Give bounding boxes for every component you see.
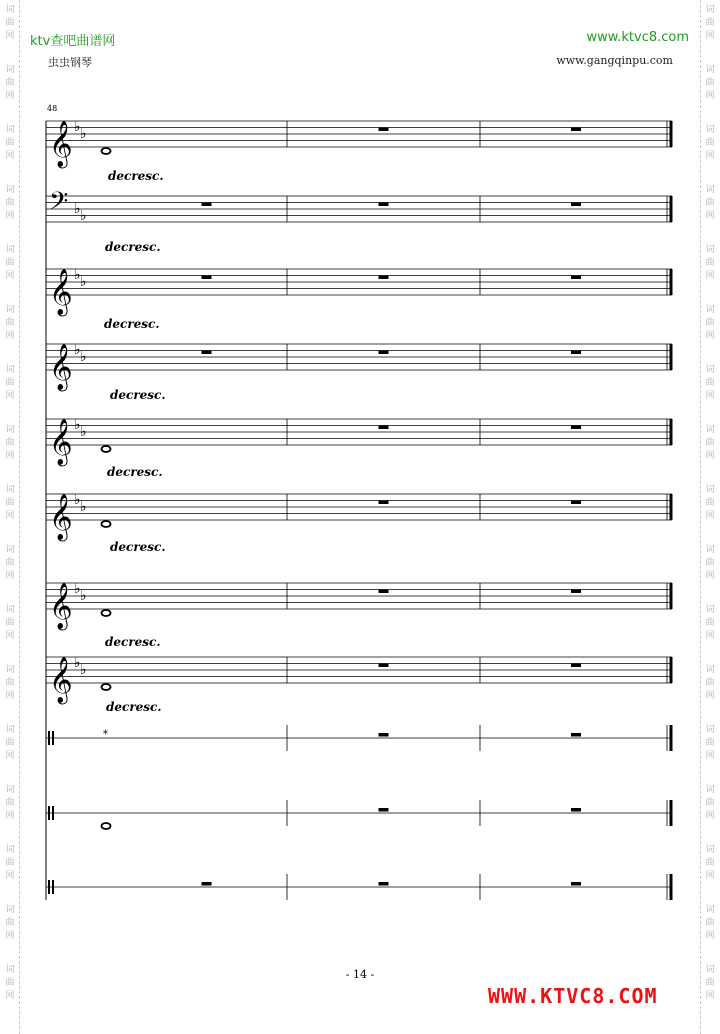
whole-rest bbox=[379, 808, 389, 812]
treble-clef: 𝄞 bbox=[49, 121, 73, 167]
watermark-glyph: 词 bbox=[5, 725, 15, 735]
watermark-glyph: 词 bbox=[705, 5, 715, 15]
treble-clef: 𝄞 bbox=[49, 494, 73, 540]
watermark-glyph: 词 bbox=[5, 665, 15, 675]
watermark-glyph: 词 bbox=[705, 785, 715, 795]
whole-rest bbox=[571, 733, 581, 737]
dynamic-decresc: decresc. bbox=[108, 169, 164, 183]
key-flat: ♭ bbox=[80, 274, 87, 290]
dynamic-decresc: decresc. bbox=[106, 700, 162, 714]
whole-rest bbox=[571, 351, 581, 355]
watermark-glyph: 曲 bbox=[5, 858, 15, 868]
key-flat: ♭ bbox=[80, 424, 87, 440]
sub-title: 虫虫钢琴 bbox=[48, 56, 92, 69]
site-url[interactable]: www.ktvc8.com bbox=[586, 30, 689, 45]
whole-note bbox=[102, 521, 111, 527]
key-flat: ♭ bbox=[80, 126, 87, 142]
percussion-mark: * bbox=[103, 729, 108, 740]
watermark-glyph: 词 bbox=[5, 65, 15, 75]
watermark-glyph: 曲 bbox=[705, 318, 715, 328]
dynamic-decresc: decresc. bbox=[110, 388, 166, 402]
whole-rest bbox=[571, 664, 581, 668]
watermark-glyph: 词 bbox=[705, 65, 715, 75]
watermark-glyph: 曲 bbox=[705, 618, 715, 628]
watermark-glyph: 词 bbox=[705, 605, 715, 615]
key-flat: ♭ bbox=[74, 267, 81, 283]
watermark-glyph: 网 bbox=[5, 391, 15, 401]
watermark-glyph: 曲 bbox=[5, 498, 15, 508]
key-flat: ♭ bbox=[74, 342, 81, 358]
watermark-glyph: 网 bbox=[705, 331, 715, 341]
whole-rest bbox=[202, 203, 212, 207]
watermark-glyph: 曲 bbox=[5, 198, 15, 208]
watermark-glyph: 词 bbox=[705, 665, 715, 675]
watermark-glyph: 曲 bbox=[705, 558, 715, 568]
watermark-glyph: 网 bbox=[705, 811, 715, 821]
watermark-glyph: 网 bbox=[705, 871, 715, 881]
watermark-glyph: 网 bbox=[5, 751, 15, 761]
watermark-glyph: 曲 bbox=[5, 618, 15, 628]
whole-note bbox=[102, 148, 111, 154]
key-flat: ♭ bbox=[74, 655, 81, 671]
watermark-glyph: 曲 bbox=[705, 438, 715, 448]
watermark-glyph: 网 bbox=[5, 571, 15, 581]
whole-note bbox=[102, 610, 111, 616]
whole-rest bbox=[571, 882, 581, 886]
watermark-glyph: 词 bbox=[705, 125, 715, 135]
dynamic-decresc: decresc. bbox=[105, 240, 161, 254]
watermark-glyph: 曲 bbox=[705, 978, 715, 988]
watermark-glyph: 词 bbox=[5, 605, 15, 615]
watermark-glyph: 网 bbox=[5, 511, 15, 521]
watermark-glyph: 词 bbox=[705, 545, 715, 555]
watermark-glyph: 网 bbox=[705, 271, 715, 281]
key-flat: ♭ bbox=[74, 581, 81, 597]
watermark-glyph: 词 bbox=[5, 845, 15, 855]
treble-clef: 𝄞 bbox=[49, 344, 73, 390]
watermark-glyph: 词 bbox=[5, 245, 15, 255]
watermark-glyph: 曲 bbox=[705, 18, 715, 28]
whole-rest bbox=[379, 664, 389, 668]
watermark-glyph: 网 bbox=[5, 451, 15, 461]
watermark-glyph: 词 bbox=[705, 845, 715, 855]
watermark-glyph: 词 bbox=[5, 965, 15, 975]
whole-rest bbox=[571, 276, 581, 280]
treble-clef: 𝄞 bbox=[49, 657, 73, 703]
watermark-glyph: 曲 bbox=[5, 558, 15, 568]
watermark-glyph: 网 bbox=[705, 931, 715, 941]
site-title[interactable]: ktv查吧曲谱网 bbox=[30, 34, 116, 49]
watermark-glyph: 曲 bbox=[705, 138, 715, 148]
whole-rest bbox=[379, 276, 389, 280]
watermark-glyph: 网 bbox=[5, 271, 15, 281]
watermark-glyph: 词 bbox=[5, 905, 15, 915]
key-flat: ♭ bbox=[74, 201, 81, 217]
watermark-glyph: 网 bbox=[705, 511, 715, 521]
watermark-glyph: 网 bbox=[5, 211, 15, 221]
watermark-glyph: 曲 bbox=[705, 378, 715, 388]
watermark-glyph: 词 bbox=[705, 365, 715, 375]
watermark-glyph: 曲 bbox=[5, 438, 15, 448]
watermark-glyph: 曲 bbox=[705, 258, 715, 268]
key-flat: ♭ bbox=[74, 492, 81, 508]
treble-clef: 𝄞 bbox=[49, 269, 73, 315]
watermark-glyph: 词 bbox=[705, 965, 715, 975]
key-flat: ♭ bbox=[80, 662, 87, 678]
whole-rest bbox=[379, 351, 389, 355]
watermark-glyph: 网 bbox=[5, 991, 15, 1001]
whole-rest bbox=[379, 590, 389, 594]
watermark-glyph: 曲 bbox=[5, 738, 15, 748]
watermark-glyph: 词 bbox=[5, 125, 15, 135]
watermark-glyph: 曲 bbox=[705, 498, 715, 508]
watermark-glyph: 网 bbox=[5, 91, 15, 101]
footer-logo[interactable]: WWW.KTVC8.COM bbox=[488, 984, 658, 1008]
sub-url[interactable]: www.gangqinpu.com bbox=[556, 54, 673, 67]
watermark-glyph: 词 bbox=[5, 485, 15, 495]
dynamic-decresc: decresc. bbox=[105, 635, 161, 649]
whole-note bbox=[102, 446, 111, 452]
whole-rest bbox=[202, 351, 212, 355]
watermark-glyph: 曲 bbox=[705, 798, 715, 808]
watermark-glyph: 曲 bbox=[705, 678, 715, 688]
watermark-glyph: 网 bbox=[5, 631, 15, 641]
key-flat: ♭ bbox=[80, 349, 87, 365]
whole-rest bbox=[571, 590, 581, 594]
watermark-glyph: 网 bbox=[705, 631, 715, 641]
key-flat: ♭ bbox=[74, 417, 81, 433]
watermark-glyph: 网 bbox=[705, 391, 715, 401]
whole-rest bbox=[379, 501, 389, 505]
watermark-glyph: 曲 bbox=[705, 198, 715, 208]
dynamic-decresc: decresc. bbox=[104, 317, 160, 331]
watermark-glyph: 曲 bbox=[5, 318, 15, 328]
watermark-glyph: 曲 bbox=[5, 798, 15, 808]
whole-rest bbox=[571, 426, 581, 430]
watermark-glyph: 网 bbox=[705, 691, 715, 701]
watermark-glyph: 网 bbox=[5, 331, 15, 341]
key-flat: ♭ bbox=[80, 208, 87, 224]
watermark-glyph: 网 bbox=[705, 211, 715, 221]
whole-rest bbox=[379, 733, 389, 737]
watermark-glyph: 词 bbox=[5, 5, 15, 15]
watermark-glyph: 词 bbox=[705, 905, 715, 915]
watermark-glyph: 网 bbox=[705, 91, 715, 101]
watermark-glyph: 曲 bbox=[5, 678, 15, 688]
watermark-glyph: 网 bbox=[705, 571, 715, 581]
dynamic-decresc: decresc. bbox=[110, 540, 166, 554]
watermark-glyph: 词 bbox=[5, 185, 15, 195]
whole-note bbox=[102, 684, 111, 690]
watermark-glyph: 网 bbox=[705, 451, 715, 461]
watermark-glyph: 曲 bbox=[705, 738, 715, 748]
watermark-glyph: 网 bbox=[5, 931, 15, 941]
whole-rest bbox=[571, 501, 581, 505]
whole-rest bbox=[571, 203, 581, 207]
watermark-glyph: 曲 bbox=[705, 78, 715, 88]
whole-rest bbox=[379, 203, 389, 207]
whole-rest bbox=[202, 276, 212, 280]
whole-rest bbox=[571, 128, 581, 132]
watermark-glyph: 曲 bbox=[705, 918, 715, 928]
watermark-glyph: 网 bbox=[5, 151, 15, 161]
key-flat: ♭ bbox=[74, 119, 81, 135]
watermark-glyph: 曲 bbox=[5, 78, 15, 88]
watermark-glyph: 网 bbox=[5, 31, 15, 41]
watermark-glyph: 词 bbox=[705, 185, 715, 195]
whole-rest bbox=[379, 426, 389, 430]
watermark-glyph: 曲 bbox=[5, 138, 15, 148]
whole-rest bbox=[571, 808, 581, 812]
watermark-glyph: 曲 bbox=[5, 378, 15, 388]
watermark-glyph: 词 bbox=[705, 425, 715, 435]
watermark-glyph: 曲 bbox=[5, 258, 15, 268]
key-flat: ♭ bbox=[80, 588, 87, 604]
measure-number: 48 bbox=[47, 104, 58, 113]
watermark-glyph: 网 bbox=[5, 811, 15, 821]
watermark-glyph: 曲 bbox=[5, 918, 15, 928]
whole-rest bbox=[379, 128, 389, 132]
treble-clef: 𝄞 bbox=[49, 583, 73, 629]
whole-note bbox=[102, 823, 111, 829]
watermark-glyph: 网 bbox=[705, 151, 715, 161]
watermark-glyph: 网 bbox=[705, 991, 715, 1001]
watermark-glyph: 曲 bbox=[5, 978, 15, 988]
watermark-glyph: 网 bbox=[5, 871, 15, 881]
watermark-glyph: 词 bbox=[705, 725, 715, 735]
watermark-glyph: 网 bbox=[5, 691, 15, 701]
watermark-glyph: 网 bbox=[705, 751, 715, 761]
watermark-glyph: 词 bbox=[5, 425, 15, 435]
watermark-glyph: 词 bbox=[705, 245, 715, 255]
bass-clef: 𝄢 bbox=[49, 187, 69, 222]
watermark-glyph: 词 bbox=[5, 785, 15, 795]
treble-clef: 𝄞 bbox=[49, 419, 73, 465]
watermark-glyph: 词 bbox=[705, 305, 715, 315]
watermark-glyph: 曲 bbox=[705, 858, 715, 868]
whole-rest bbox=[379, 882, 389, 886]
page-number: - 14 - bbox=[345, 968, 375, 981]
whole-rest bbox=[202, 882, 212, 886]
watermark-glyph: 词 bbox=[5, 305, 15, 315]
watermark-glyph: 网 bbox=[705, 31, 715, 41]
watermark-glyph: 词 bbox=[5, 545, 15, 555]
watermark-glyph: 曲 bbox=[5, 18, 15, 28]
watermark-glyph: 词 bbox=[5, 365, 15, 375]
key-flat: ♭ bbox=[80, 499, 87, 515]
watermark-glyph: 词 bbox=[705, 485, 715, 495]
dynamic-decresc: decresc. bbox=[107, 465, 163, 479]
